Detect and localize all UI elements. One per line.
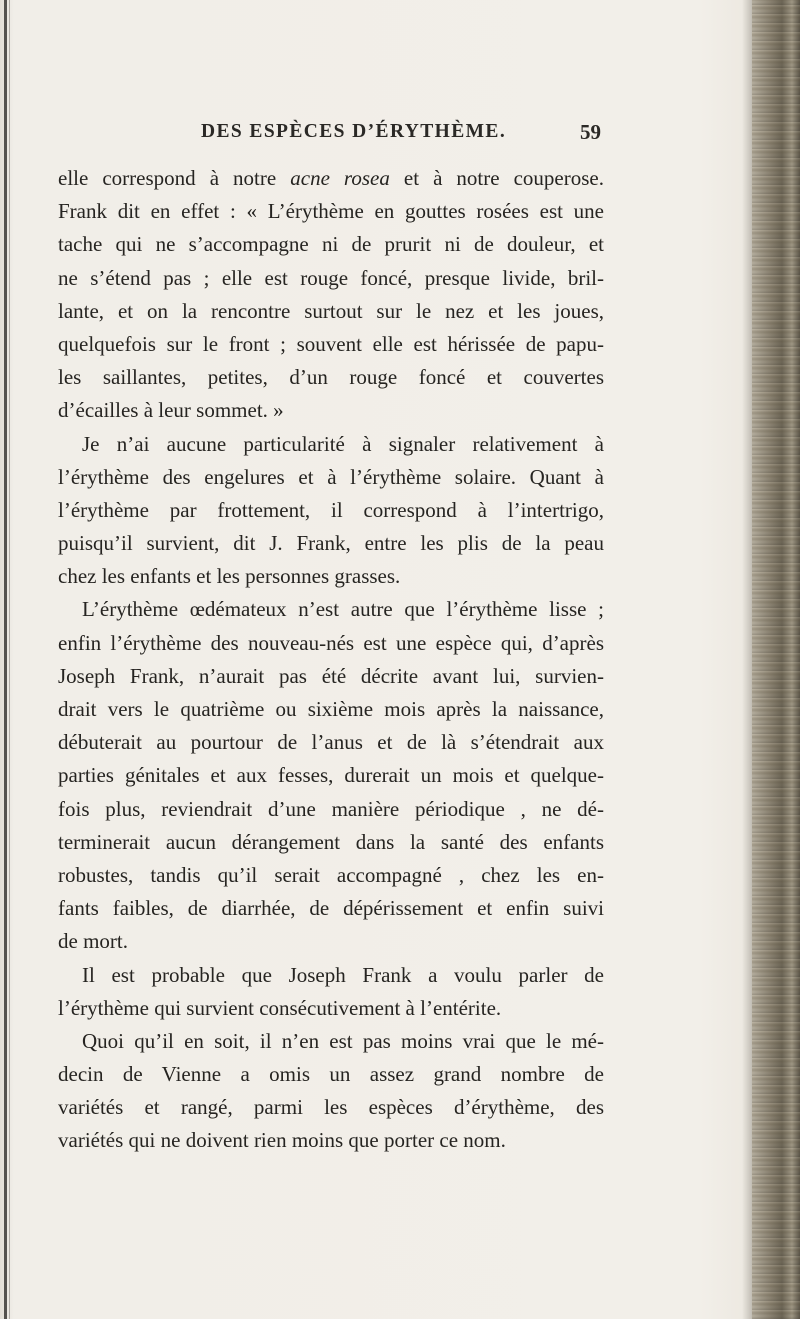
text-line: fants faibles, de diarrhée, de dépérissement et enfin suivi [58, 896, 604, 921]
running-title: DES ESPÈCES D’ÉRYTHÈME. [201, 121, 507, 142]
text-line: Quoi qu’il en soit, il n’en est pas moins vrai que le mé- [82, 1028, 604, 1053]
text-line: Frank dit en effet : « L’érythème en gouttes rosées est une [58, 199, 604, 224]
text-line: Il est probable que Joseph Frank a voulu parler de [82, 962, 604, 987]
text-line: de mort. [58, 929, 128, 954]
text-line: robustes, tandis qu’il serait accompagné , chez les en- [58, 862, 604, 887]
left-margin-rule-thin [9, 0, 10, 1319]
text-line: L’érythème œdémateux n’est autre que l’érythème lisse ; [82, 597, 604, 622]
text-line: elle correspond à notre acne rosea et à notre couperose. [58, 166, 604, 190]
text-line: Joseph Frank, n’aurait pas été décrite avant lui, survien- [58, 663, 604, 688]
text-line: chez les enfants et les personnes grasses. [58, 564, 401, 589]
text-line: fois plus, reviendrait d’une manière périodique , ne dé- [58, 796, 604, 821]
body-text [58, 162, 604, 1158]
text-line: lante, et on la rencontre surtout sur le nez et les joues, [58, 298, 604, 323]
text-line: d’écailles à leur sommet. » [58, 398, 284, 423]
page-edge [752, 0, 800, 1319]
text-line: ne s’étend pas ; elle est rouge foncé, presque livide, bril- [58, 265, 604, 290]
text-line: tache qui ne s’accompagne ni de prurit ni de douleur, et [58, 232, 604, 257]
text-line: decin de Vienne a omis un assez grand nombre de [58, 1062, 604, 1087]
left-margin-rule [4, 0, 7, 1319]
page-header [0, 121, 740, 147]
text-line: les saillantes, petites, d’un rouge foncé et couvertes [58, 365, 604, 390]
text-line: l’érythème par frottement, il correspond à l’intertrigo, [58, 497, 604, 522]
text-line: puisqu’il survient, dit J. Frank, entre les plis de la peau [58, 531, 604, 556]
gutter-shadow [742, 0, 752, 1319]
text-line: terminerait aucun dérangement dans la santé des enfants [58, 829, 604, 854]
page-number: 59 [580, 120, 601, 144]
text-line: variétés et rangé, parmi les espèces d’érythème, des [58, 1095, 604, 1120]
text-line: débuterait au pourtour de l’anus et de là s’étendrait aux [58, 730, 604, 755]
text-line: l’érythème des engelures et à l’érythème solaire. Quant à [58, 464, 604, 489]
text-line: quelquefois sur le front ; souvent elle est hérissée de papu- [58, 331, 604, 356]
text-line: drait vers le quatrième ou sixième mois après la naissance, [58, 697, 604, 721]
text-line: variétés qui ne doivent rien moins que porter ce nom. [58, 1128, 506, 1153]
italic-term: acne rosea [290, 166, 390, 190]
text-line: l’érythème qui survient consécutivement à l’entérite. [58, 995, 502, 1020]
text-line: enfin l’érythème des nouveau-nés est une espèce qui, d’après [58, 630, 604, 655]
text-line: Je n’ai aucune particularité à signaler relativement à [82, 431, 604, 456]
text-line: parties génitales et aux fesses, durerait un mois et quelque- [58, 763, 604, 788]
